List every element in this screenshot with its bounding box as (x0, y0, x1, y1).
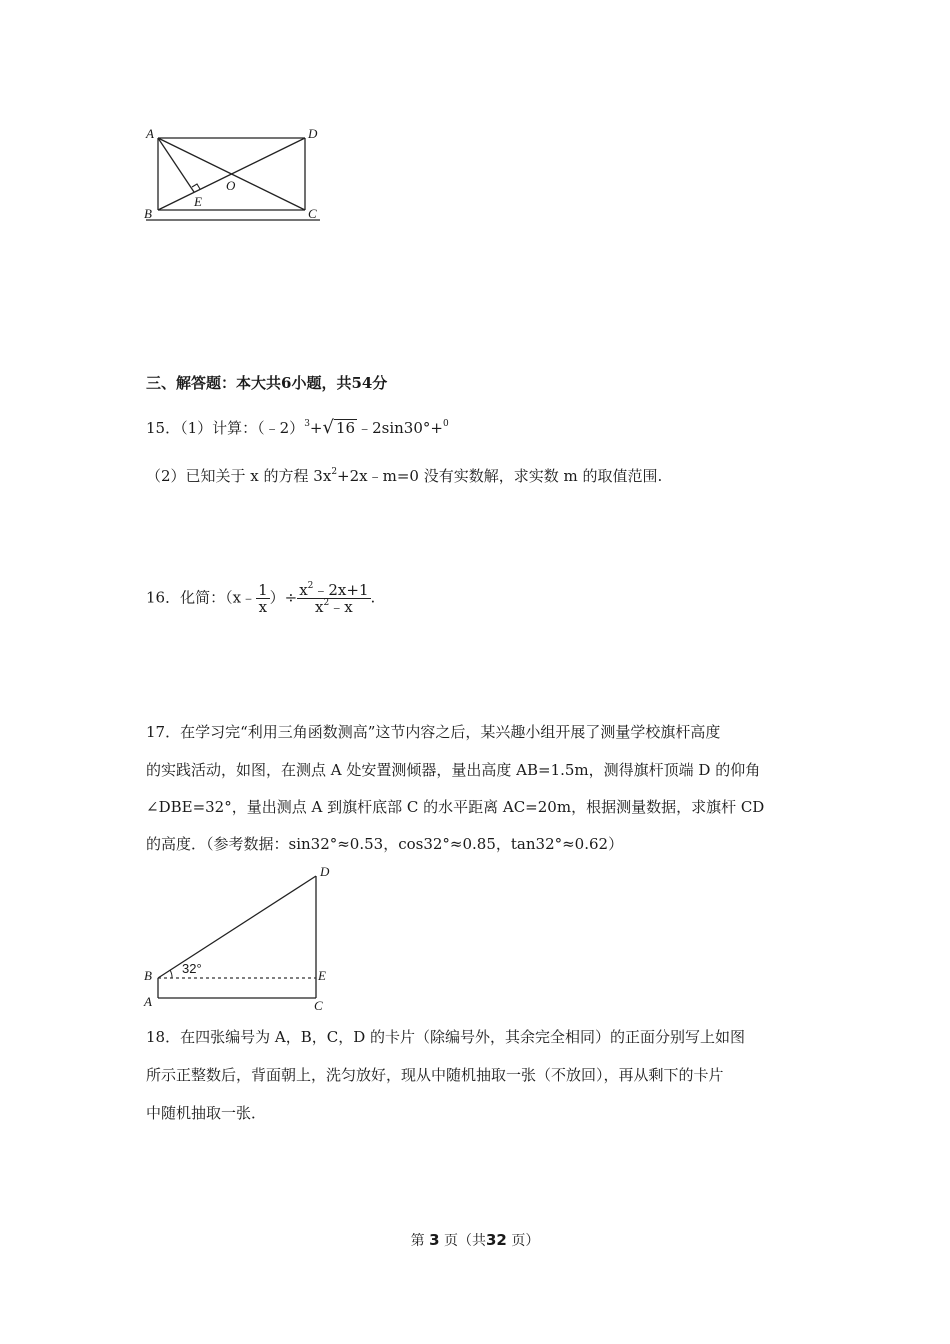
q16-frac2-num-exp: 2 (307, 581, 314, 591)
q15-number: 15． (146, 419, 181, 437)
footer-pre: 第 (410, 1233, 425, 1249)
label-d: D (308, 126, 318, 141)
rectangle-diagram (138, 122, 328, 224)
label-e: E (194, 194, 202, 209)
section-heading: 三、解答题：本大共6小题，共54分 (146, 374, 388, 392)
q16-frac2-num-b: ﹣2x+1 (313, 581, 369, 599)
q16-end: . (370, 588, 376, 607)
footer-mid: 页（共 (444, 1233, 486, 1249)
question-18-line1: 18．在四张编号为 A，B，C，D 的卡片（除编号外，其余完全相同）的正面分别写上如图 (146, 1028, 745, 1046)
q16-prefix: 16．化简：（x﹣ (146, 588, 257, 607)
q16-div: ）÷ (269, 588, 298, 607)
label-b: B (144, 206, 152, 221)
q16-fraction-2 (297, 582, 370, 615)
q16-frac2-den-a: x (315, 598, 324, 616)
question-17-line2: 的实践活动，如图，在测点 A 处安置测倾器，量出高度 AB=1.5m，测得旗杆顶端 D 的仰角 (146, 761, 761, 779)
q16-frac2-den-exp: 2 (323, 598, 330, 608)
q15-exp3: 3 (304, 419, 310, 429)
q15-part2-b: +2x﹣m=0 没有实数解，求实数 m 的取值范围. (337, 467, 663, 485)
footer-post: 页） (511, 1233, 540, 1249)
label-c2: C (314, 998, 323, 1013)
flagpole-diagram (140, 866, 340, 1016)
q16-frac2-den (297, 599, 370, 615)
q15-part2-exp: 2 (331, 467, 338, 477)
page-footer (0, 1230, 950, 1250)
q16-frac2-den-b: ﹣x (329, 598, 353, 616)
question-17-line3: ∠DBE=32°，量出测点 A 到旗杆底部 C 的水平距离 AC=20m，根据测量数据，求旗杆 CD (146, 798, 765, 816)
footer-total-pages: 32 (486, 1231, 507, 1249)
q16-fraction-1 (256, 582, 270, 615)
label-d2: D (320, 864, 330, 879)
question-15-part1 (146, 418, 449, 438)
label-b2: B (144, 968, 152, 983)
question-17-line1: 17．在学习完“利用三角函数测高”这节内容之后，某兴趣小组开展了测量学校旗杆高度 (146, 723, 721, 741)
q15-plus: + (309, 419, 323, 437)
question-18-line3: 中随机抽取一张． (146, 1104, 267, 1122)
q16-frac1-num: 1 (258, 581, 268, 599)
angle-label: 32° (182, 961, 202, 976)
angle-arc (170, 970, 172, 978)
q16-frac1-den: x (258, 598, 268, 616)
label-o: O (226, 178, 236, 193)
q15-radicand: 16 (335, 419, 356, 437)
q16-frac2-num (297, 582, 370, 599)
q15-exp0: 0 (442, 419, 449, 429)
right-angle-mark (192, 184, 200, 189)
q16-frac2-num-a: x (299, 581, 308, 599)
q15-part2-a: （2）已知关于 x 的方程 3x (146, 467, 332, 485)
q15-prefix: （1）计算：（﹣2） (180, 419, 305, 437)
label-a: A (146, 126, 154, 141)
footer-page-number: 3 (429, 1231, 440, 1249)
label-a2: A (144, 994, 152, 1009)
question-16 (146, 582, 375, 615)
q15-rest: ﹣2sin30°+ (357, 419, 443, 437)
label-e2: E (318, 968, 326, 983)
question-17-line4: 的高度．（参考数据：sin32°≈0.53，cos32°≈0.85，tan32°≈0.62） (146, 835, 624, 853)
label-c: C (308, 206, 317, 221)
question-18-line2: 所示正整数后，背面朝上，洗匀放好，现从中随机抽取一张（不放回），再从剩下的卡片 (146, 1066, 724, 1084)
question-15-part2 (146, 466, 662, 486)
sqrt-symbol: √ (322, 417, 334, 438)
